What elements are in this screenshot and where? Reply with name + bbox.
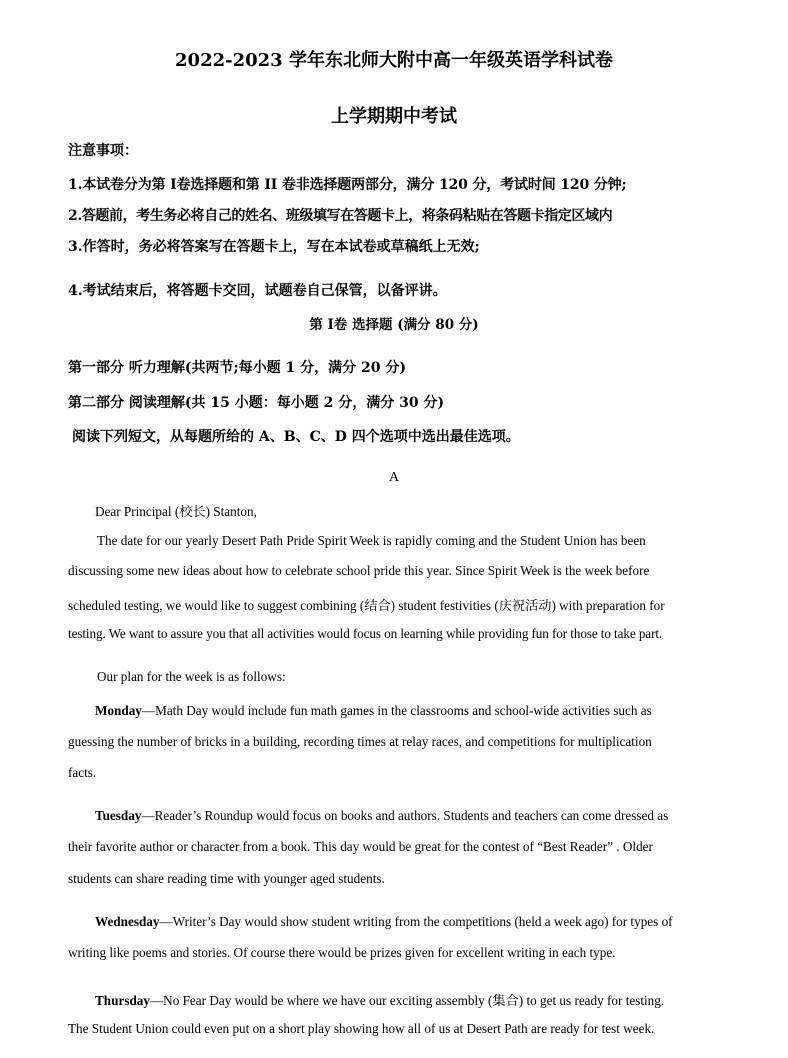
part-one-heading: 第一部分 听力理解(共两节;每小题 1 分，满分 20 分) [68, 360, 407, 376]
tuesday-line-1 [95, 808, 668, 824]
day-thursday: Thursday [95, 993, 150, 1008]
exam-title: 2022-2023 学年东北师大附中高一年级英语学科试卷 [175, 50, 613, 71]
tuesday-line-3: students can share reading time with younger aged students. [68, 871, 385, 886]
day-monday: Monday [95, 703, 142, 718]
para1-line-1: The date for our yearly Desert Path Pride Spirit Week is rapidly coming and the Student Union has been [97, 533, 646, 548]
day-wednesday: Wednesday [95, 914, 160, 929]
wednesday-line-2: writing like poems and stories. Of course there would be prizes given for excellent writing in each type. [68, 945, 616, 960]
notice-item-2: 2.答题前，考生务必将自己的姓名、班级填写在答题卡上，将条码粘贴在答题卡指定区域内 [68, 208, 613, 224]
para1-line-4: testing. We want to assure you that all activities would focus on learning while providing fun for those to take part. [68, 626, 663, 641]
notice-item-4: 4.考试结束后，将答题卡交回，试题卷自己保管，以备评讲。 [68, 283, 447, 299]
wednesday-line-1 [95, 914, 673, 930]
tuesday-text: —Reader’s Roundup would focus on books and authors. Students and teachers can come dressed as [141, 808, 669, 823]
para1-line-2: discussing some new ideas about how to celebrate school pride this year. Since Spirit Week is the week before [68, 563, 650, 578]
monday-line-1 [95, 703, 652, 719]
thursday-line-1 [95, 990, 664, 1009]
notice-heading: 注意事项： [68, 143, 138, 159]
notice-item-3: 3.作答时，务必将答案写在答题卡上，写在本试卷或草稿纸上无效; [68, 239, 480, 255]
thursday-line-2: The Student Union could even put on a short play showing how all of us at Desert Path are ready for test week. [68, 1021, 655, 1036]
monday-line-2: guessing the number of bricks in a building, recording times at relay races, and competitions for multiplication [68, 734, 652, 749]
part-two-heading: 第二部分 阅读理解(共 15 小题：每小题 2 分，满分 30 分) [68, 395, 445, 411]
tuesday-line-2: their favorite author or character from a book. This day would be great for the contest of “Best Reader” . Older [68, 839, 653, 854]
wednesday-text: —Writer’s Day would show student writing from the competitions (held a week ago) for types of [159, 914, 673, 929]
reading-instruction: 阅读下列短文，从每题所给的 A、B、C、D 四个选项中选出最佳选项。 [72, 429, 520, 445]
monday-line-3: facts. [68, 765, 97, 780]
thursday-text: —No Fear Day would be where we have our exciting assembly (集合) to get us ready for testing. [149, 993, 665, 1008]
passage-label: A [388, 470, 400, 485]
notice-item-1: 1.本试卷分为第 I卷选择题和第 II 卷非选择题两部分，满分 120 分，考试时间 120 分钟; [68, 177, 627, 193]
day-tuesday: Tuesday [95, 808, 142, 823]
volume-title: 第 I卷 选择题 (满分 80 分) [309, 317, 479, 333]
para1-line-3: scheduled testing, we would like to suggest combining (结合) student festivities (庆祝活动) with preparation for [68, 598, 665, 613]
salutation: Dear Principal (校长) Stanton, [95, 504, 257, 519]
plan-intro: Our plan for the week is as follows: [97, 669, 286, 684]
exam-subtitle: 上学期期中考试 [331, 106, 457, 127]
monday-text: —Math Day would include fun math games in the classrooms and school-wide activities such as [141, 703, 652, 718]
